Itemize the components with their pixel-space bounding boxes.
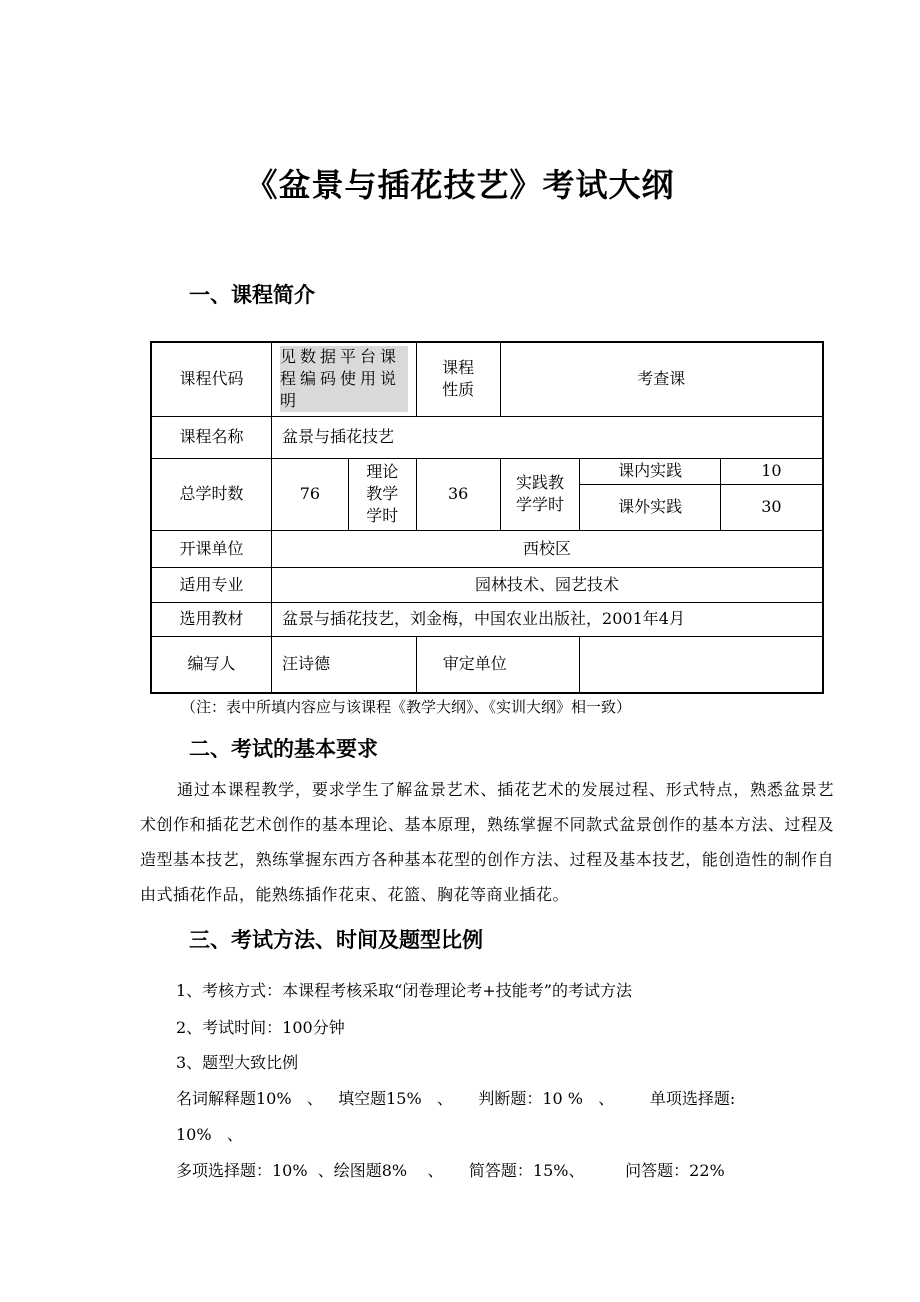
- exam-time-item: 2、考试时间：100分钟: [176, 1018, 345, 1037]
- section-heading-course-intro: 一、课程简介: [189, 283, 315, 307]
- course-info-table: [150, 341, 824, 694]
- review-unit-label: 审定单位: [416, 636, 580, 693]
- author-value: 汪诗德: [272, 636, 417, 693]
- exam-method-item: 1、考核方式：本课程考核采取“闭卷理论考+技能考”的考试方法: [176, 981, 632, 1000]
- in-class-practice-label: 课内实践: [580, 458, 720, 484]
- course-nature-label: 课程性质: [416, 342, 500, 416]
- question-ratio-line-2: 10% 、: [176, 1125, 243, 1144]
- review-unit-value: [580, 636, 823, 693]
- course-name-label: 课程名称: [151, 416, 272, 458]
- question-ratio-line-1: 名词解释题10% 、 填空题15% 、 判断题：10 % 、 单项选择题:: [176, 1089, 736, 1108]
- question-ratio-title: 3、题型大致比例: [176, 1053, 299, 1072]
- out-class-practice-value: 30: [720, 484, 823, 530]
- course-code-value: 见数据平台课程编码使用说明: [280, 346, 408, 412]
- teaching-unit-value: 西校区: [272, 530, 823, 567]
- course-code-label: 课程代码: [151, 342, 272, 416]
- question-ratio-line-3: 多项选择题：10% 、绘图题8% 、 简答题：15%、 问答题：22%: [176, 1161, 725, 1180]
- major-label: 适用专业: [151, 567, 272, 602]
- theory-hours-value: 36: [416, 458, 500, 530]
- page-title: 《盆景与插花技艺》考试大纲: [245, 166, 675, 204]
- section-heading-exam-method: 三、考试方法、时间及题型比例: [189, 928, 483, 952]
- textbook-value: 盆景与插花技艺，刘金梅，中国农业出版社，2001年4月: [272, 602, 823, 636]
- theory-hours-label: 理论教学学时: [348, 458, 416, 530]
- total-hours-label: 总学时数: [151, 458, 272, 530]
- section-heading-basic-requirements: 二、考试的基本要求: [189, 737, 378, 761]
- practice-hours-label: 实践教学学时: [500, 458, 580, 530]
- course-name-value: 盆景与插花技艺: [272, 416, 823, 458]
- requirements-paragraph: 通过本课程教学，要求学生了解盆景艺术、插花艺术的发展过程、形式特点，熟悉盆景艺术创作和插花艺术创作的基本理论、基本原理，熟练掌握不同款式盆景创作的基本方法、过程及造型基本技艺，熟练掌握东西方各种基本花型的创作方法、过程及基本技艺，能创造性的制作自由式插花作品，能熟练插作花束、花篮、胸花等商业插花。: [140, 780, 834, 904]
- author-label: 编写人: [151, 636, 272, 693]
- out-class-practice-label: 课外实践: [580, 484, 720, 530]
- textbook-label: 选用教材: [151, 602, 272, 636]
- total-hours-value: 76: [272, 458, 349, 530]
- teaching-unit-label: 开课单位: [151, 530, 272, 567]
- in-class-practice-value: 10: [720, 458, 823, 484]
- table-note: （注：表中所填内容应与该课程《教学大纲》、《实训大纲》相一致）: [181, 698, 632, 716]
- major-value: 园林技术、园艺技术: [272, 567, 823, 602]
- course-nature-value: 考查课: [500, 342, 823, 416]
